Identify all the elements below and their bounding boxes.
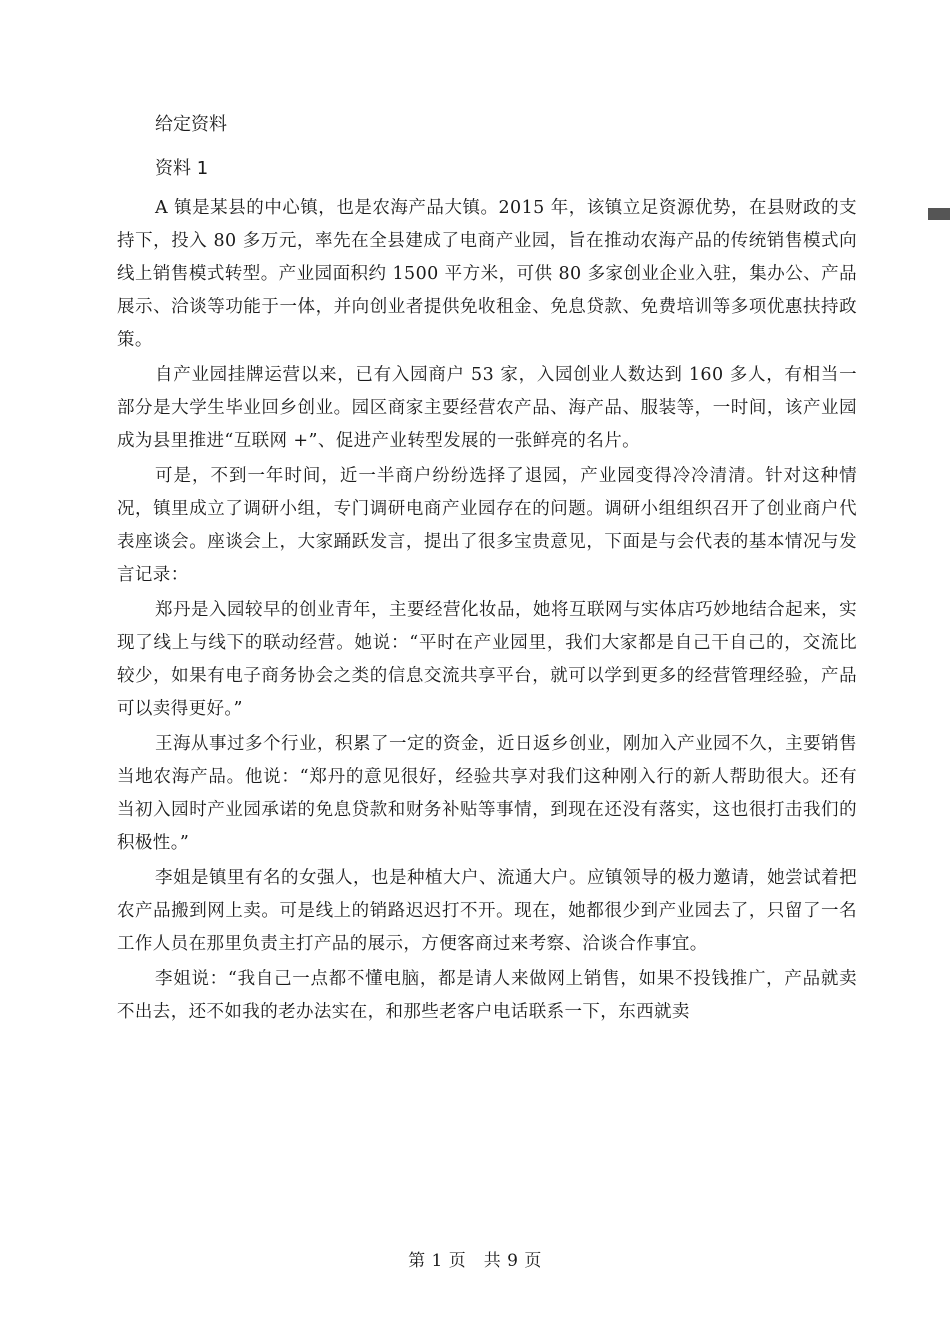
paragraph-2: 自产业园挂牌运营以来，已有入园商户 53 家，入园创业人数达到 160 多人，有相当一部分是大学生毕业回乡创业。园区商家主要经营农产品、海产品、服装等，一时间，该产业园成为县里推进“互联网 +”、促进产业转型发展的一张鲜亮的名片。 <box>117 365 857 451</box>
page-edge-marker <box>928 208 950 220</box>
material-title: 资料 1 <box>155 158 209 179</box>
document-body <box>117 110 857 1031</box>
page-footer: 第 1 页 共 9 页 <box>408 1251 542 1271</box>
paragraph-6: 李姐是镇里有名的女强人，也是种植大户、流通大户。应镇领导的极力邀请，她尝试着把农产品搬到网上卖。可是线上的销路迟迟打不开。现在，她都很少到产业园去了，只留了一名工作人员在那里负责主打产品的展示，方便客商过来考察、洽谈合作事宜。 <box>117 868 857 954</box>
section-title: 给定资料 <box>155 114 227 135</box>
paragraph-7: 李姐说：“我自己一点都不懂电脑，都是请人来做网上销售，如果不投钱推广，产品就卖不出去，还不如我的老办法实在，和那些老客户电话联系一下，东西就卖 <box>117 969 857 1022</box>
paragraph-5: 王海从事过多个行业，积累了一定的资金，近日返乡创业，刚加入产业园不久，主要销售当地农海产品。他说：“郑丹的意见很好，经验共享对我们这种刚入行的新人帮助很大。还有当初入园时产业园承诺的免息贷款和财务补贴等事情，到现在还没有落实，这也很打击我们的积极性。” <box>117 734 857 853</box>
paragraph-3: 可是，不到一年时间，近一半商户纷纷选择了退园，产业园变得冷冷清清。针对这种情况，镇里成立了调研小组，专门调研电商产业园存在的问题。调研小组组织召开了创业商户代表座谈会。座谈会上，大家踊跃发言，提出了很多宝贵意见，下面是与会代表的基本情况与发言记录： <box>117 466 857 585</box>
paragraph-4: 郑丹是入园较早的创业青年，主要经营化妆品，她将互联网与实体店巧妙地结合起来，实现了线上与线下的联动经营。她说：“平时在产业园里，我们大家都是自己干自己的，交流比较少，如果有电子商务协会之类的信息交流共享平台，就可以学到更多的经营管理经验，产品可以卖得更好。” <box>117 600 857 719</box>
paragraph-1: A 镇是某县的中心镇，也是农海产品大镇。2015 年，该镇立足资源优势，在县财政的支持下，投入 80 多万元，率先在全县建成了电商产业园，旨在推动农海产品的传统销售模式向线上销售模式转型。产业园面积约 1500 平方米，可供 80 多家创业企业入驻，集办公、产品展示、洽谈等功能于一体，并向创业者提供免收租金、免息贷款、免费培训等多项优惠扶持政策。 <box>117 198 857 350</box>
